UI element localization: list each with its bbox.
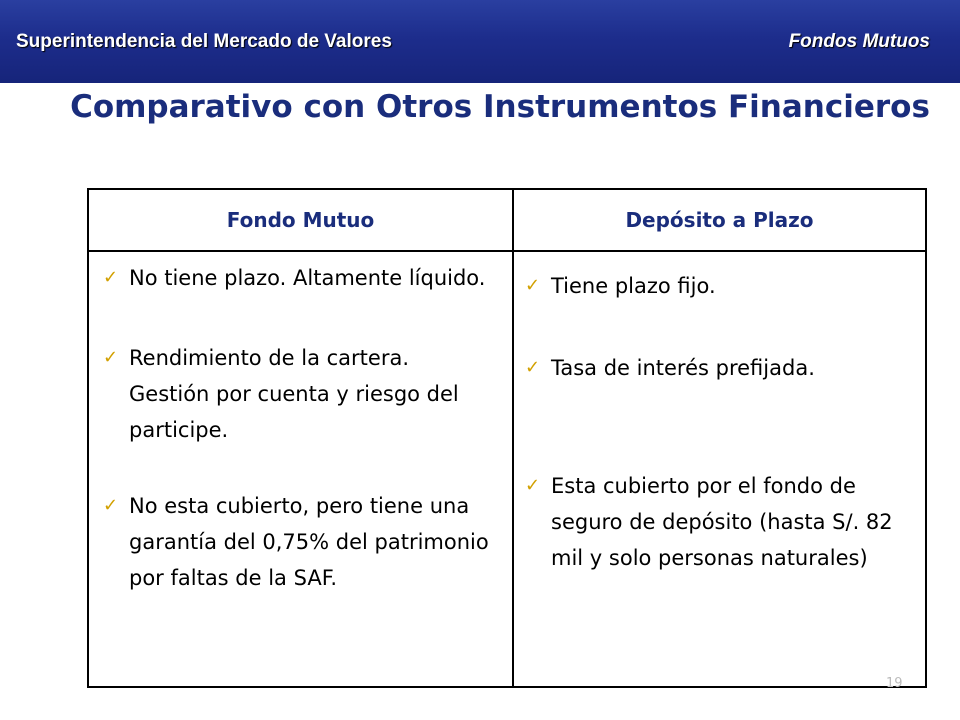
list-item: [525, 350, 905, 386]
header-bar: [0, 0, 960, 83]
header-divider: [89, 250, 925, 252]
list-item-text: No tiene plazo. Altamente líquido.: [129, 266, 486, 290]
list-item-text: Rendimiento de la cartera. Gestión por cuenta y riesgo del participe.: [129, 346, 459, 442]
list-item-text: No esta cubierto, pero tiene una garantía del 0,75% del patrimonio por faltas de la SAF.: [129, 494, 489, 590]
list-item: [525, 268, 905, 304]
header-organization: Superintendencia del Mercado de Valores: [16, 31, 392, 52]
list-item: [103, 260, 493, 296]
check-icon: ✓: [103, 495, 119, 516]
check-icon: ✓: [525, 357, 541, 378]
check-icon: ✓: [525, 475, 541, 496]
list-item-text: Tiene plazo fijo.: [551, 274, 716, 298]
list-item-text: Tasa de interés prefijada.: [551, 356, 815, 380]
header-topic: Fondos Mutuos: [788, 31, 930, 52]
column-divider: [512, 190, 514, 686]
column-header-deposito-plazo: Depósito a Plazo: [625, 208, 814, 232]
list-item: [103, 488, 493, 596]
check-icon: ✓: [103, 267, 119, 288]
column-header-fondo-mutuo: Fondo Mutuo: [226, 208, 375, 232]
slide-title: Comparativo con Otros Instrumentos Financieros: [70, 89, 930, 125]
list-item: [525, 468, 905, 576]
page-number: 19: [886, 676, 903, 691]
list-item-text: Esta cubierto por el fondo de seguro de depósito (hasta S/. 82 mil y solo personas naturales): [551, 474, 893, 570]
check-icon: ✓: [525, 275, 541, 296]
list-item: [103, 340, 493, 448]
check-icon: ✓: [103, 347, 119, 368]
comparison-table: [87, 188, 927, 688]
